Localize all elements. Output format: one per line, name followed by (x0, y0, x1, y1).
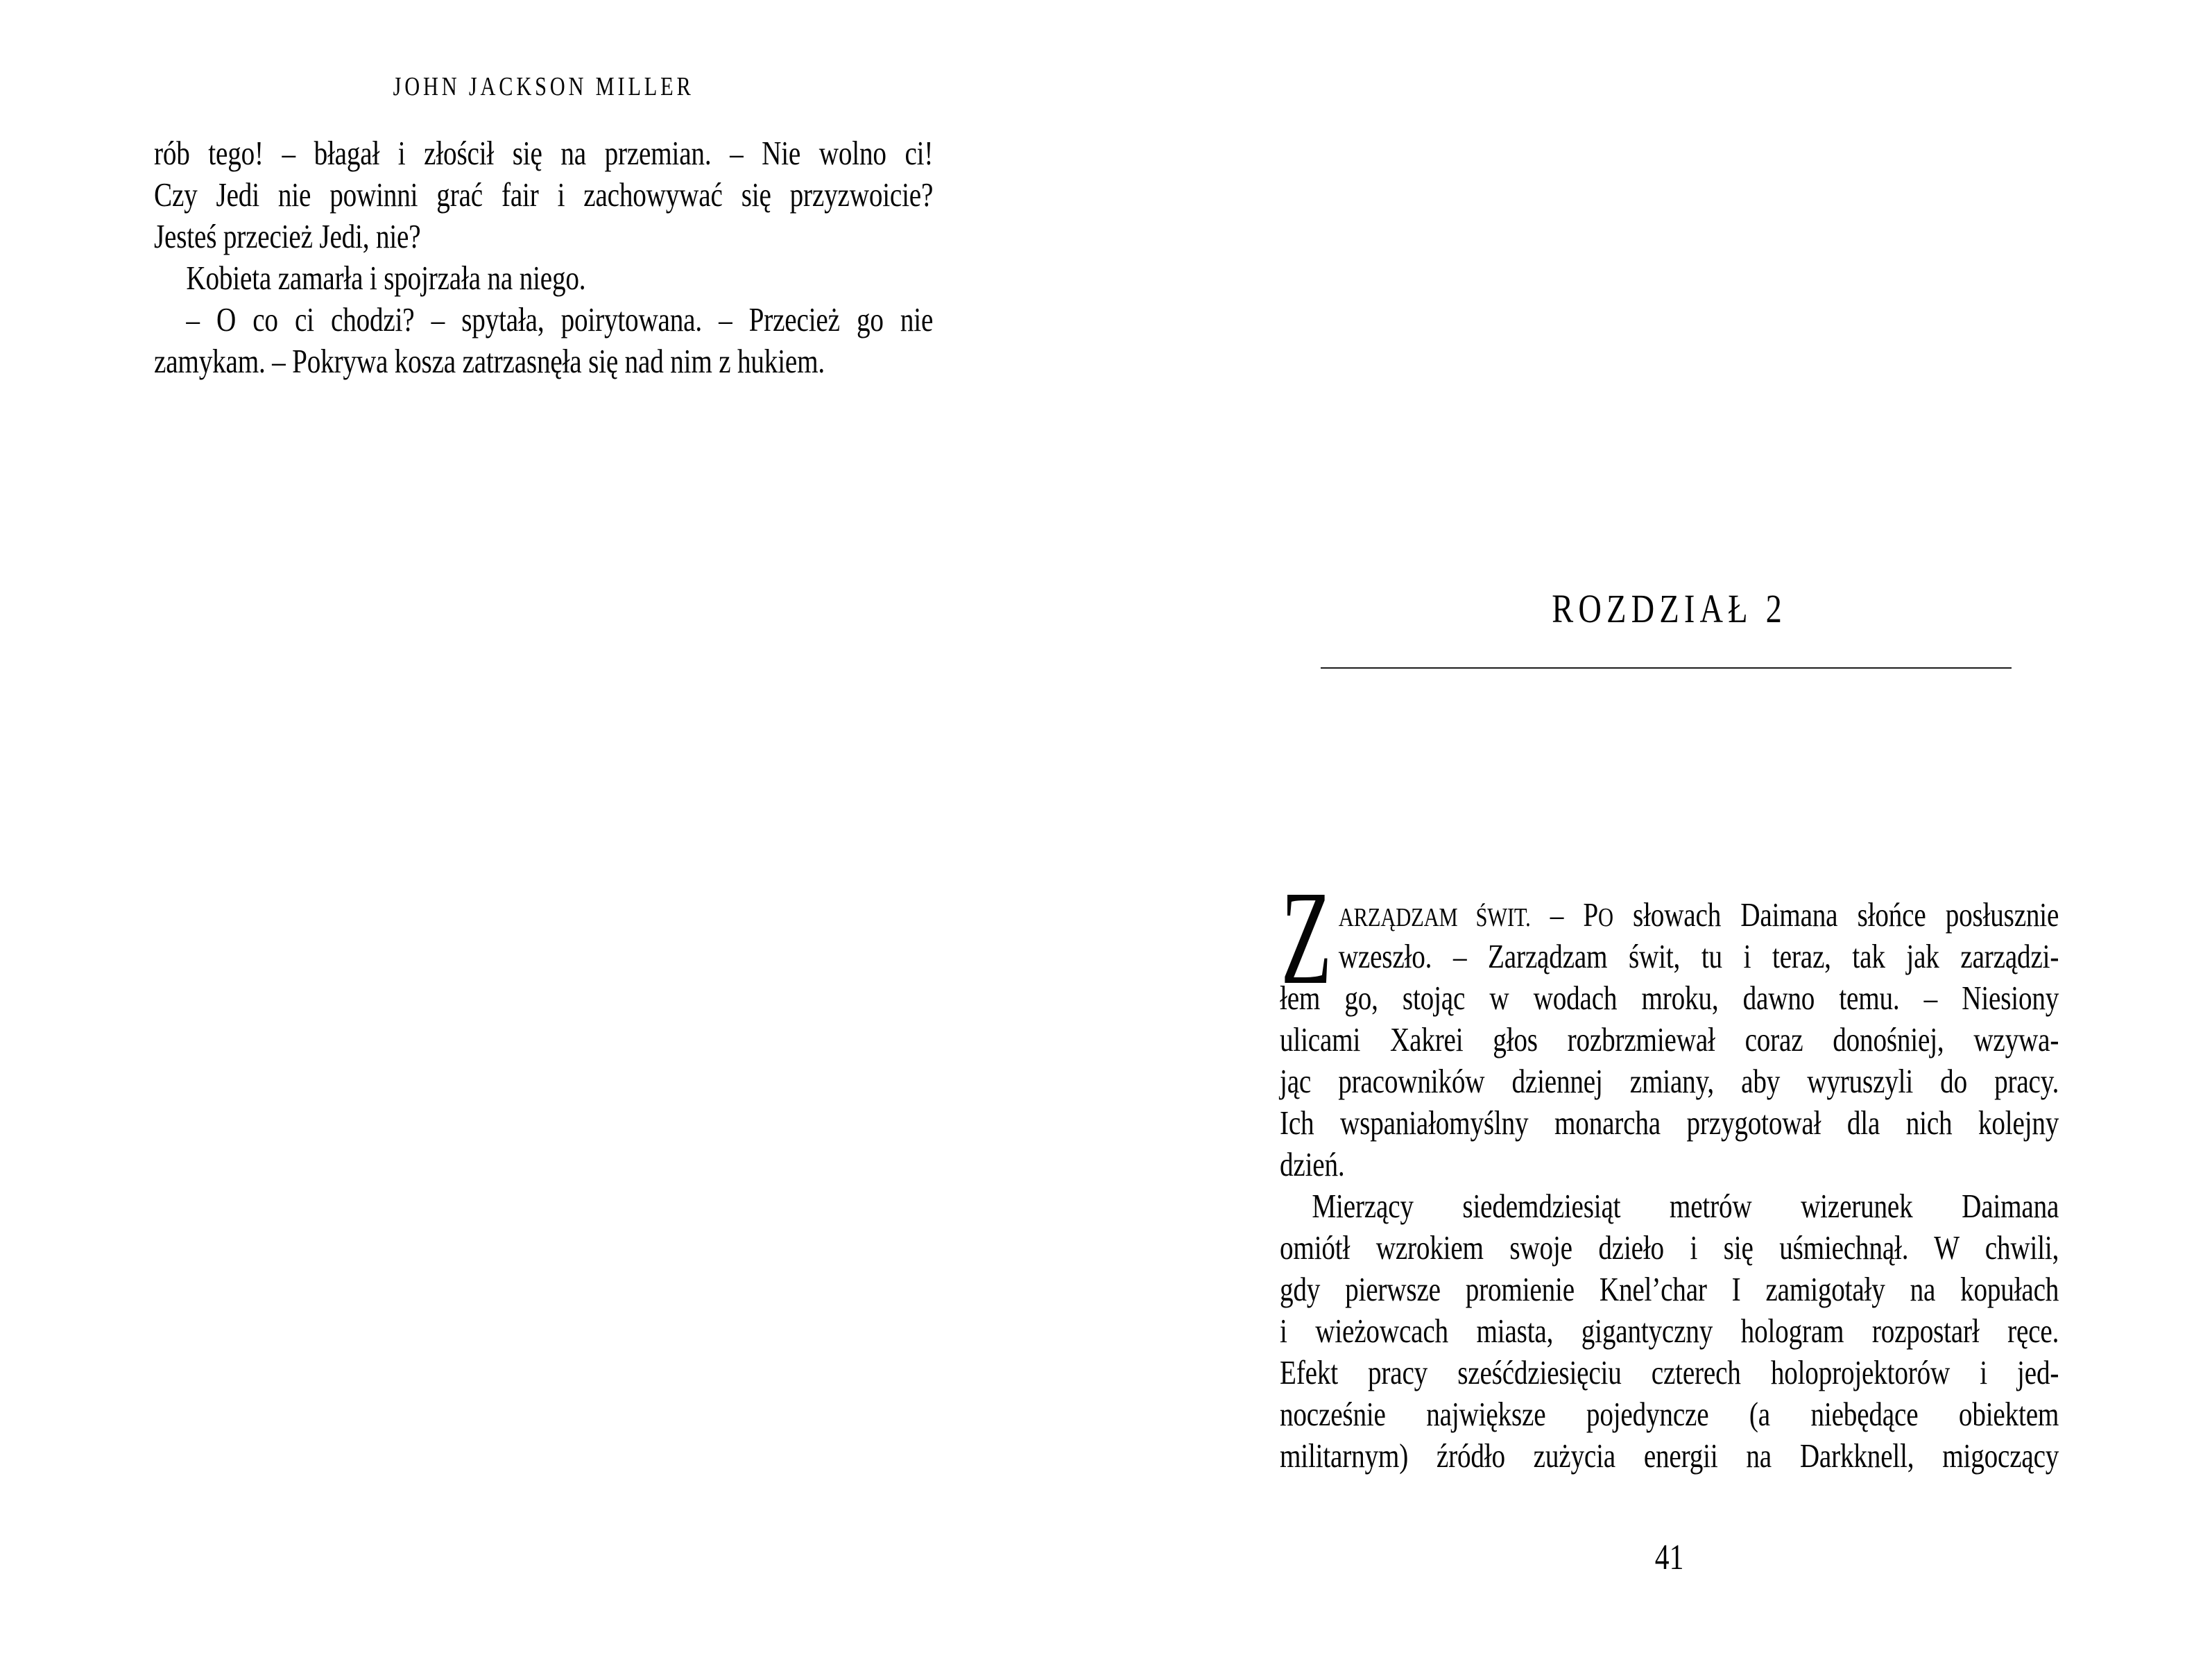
body-line: militarnym) źródło zużycia energii na Darkknell, migoczący (1280, 1437, 2059, 1475)
left-page-text (154, 132, 933, 382)
body-line: Efekt pracy sześćdziesięciu czterech holoprojektorów i jed- (1280, 1353, 2059, 1391)
body-line: Czy Jedi nie powinni grać fair i zachowywać się przyzwoicie? (154, 175, 934, 214)
body-line: Mierzący siedemdziesiąt metrów wizerunek Daimana (1312, 1187, 2059, 1225)
body-line: nocześnie największe pojedyncze (a niebędące obiektem (1280, 1395, 2059, 1433)
body-line: wzeszło. – Zarządzam świt, tu i teraz, tak jak zarządzi- (1338, 937, 2059, 975)
right-page-text (1280, 863, 2059, 1477)
small-caps-text: O (1597, 903, 1613, 932)
body-line: zamykam. – Pokrywa kosza zatrzasnęła się nad nim z hukiem. (154, 342, 825, 380)
drop-cap: Z (1280, 863, 1332, 1012)
body-line: rób tego! – błagał i złościł się na przemian. – Nie wolno ci! (154, 134, 934, 172)
body-line: łem go, stojąc w wodach mroku, dawno temu. – Niesiony (1280, 979, 2059, 1017)
small-caps-text: ARZĄDZAM ŚWIT. (1338, 903, 1531, 932)
body-line: i wieżowcach miasta, gigantyczny hologram rozpostarł ręce. (1280, 1312, 2059, 1350)
chapter-rule (1321, 667, 2012, 669)
page-number: 41 (1654, 1538, 1684, 1577)
body-text: słowach Daimana słońce posłusznie (1613, 895, 2059, 934)
body-line: dzień. (1280, 1145, 1345, 1183)
body-line: omiótł wzrokiem swoje dzieło i się uśmiechnął. W chwili, (1280, 1228, 2059, 1267)
chapter-heading: ROZDZIAŁ 2 (1552, 586, 1787, 631)
body-line-opening (1280, 894, 2059, 936)
body-line: Jesteś przecież Jedi, nie? (154, 217, 421, 255)
body-line: gdy pierwsze promienie Knel’char I zamigotały na kopułach (1280, 1270, 2059, 1308)
body-line: jąc pracowników dziennej zmiany, aby wyruszyli do pracy. (1280, 1062, 2059, 1100)
body-text: – P (1530, 895, 1598, 934)
body-line: Kobieta zamarła i spojrzała na niego. (186, 259, 586, 297)
running-header: JOHN JACKSON MILLER (393, 72, 694, 101)
body-line: – O co ci chodzi? – spytała, poirytowana. – Przecież go nie (186, 300, 934, 338)
body-line: ulicami Xakrei głos rozbrzmiewał coraz donośniej, wzywa- (1280, 1020, 2059, 1058)
body-line: Ich wspaniałomyślny monarcha przygotował dla nich kolejny (1280, 1104, 2059, 1142)
